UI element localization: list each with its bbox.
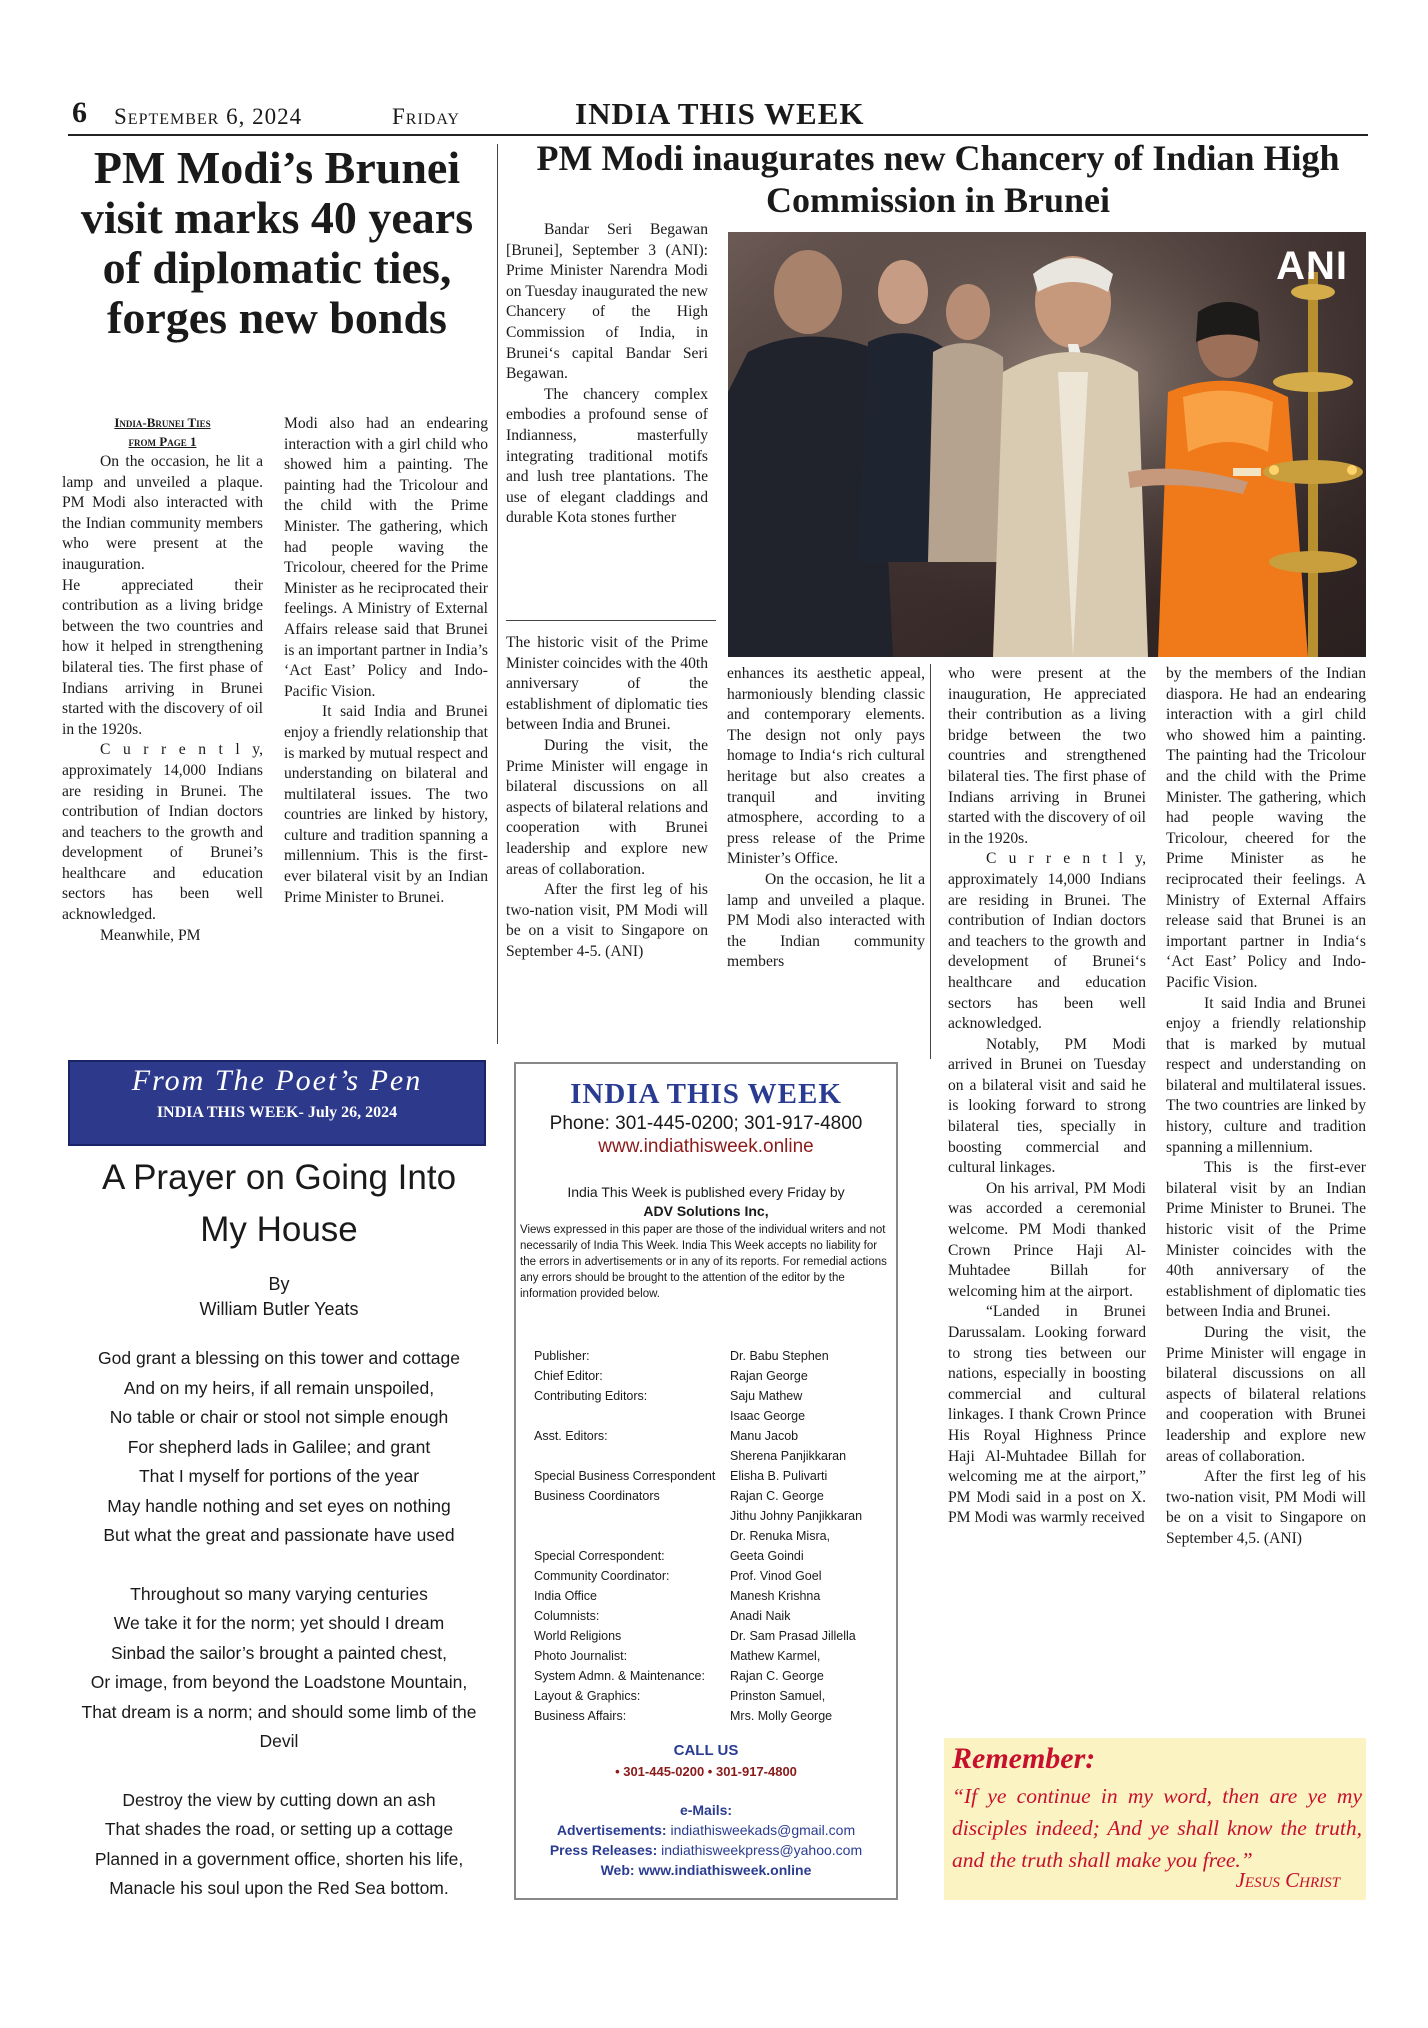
- poem-line: That I myself for portions of the year: [138, 1466, 420, 1486]
- left-story-headline: PM Modi’s Brunei visit marks 40 years of diplomatic ties, forges new bonds: [80, 142, 474, 343]
- staff-row: [534, 1646, 894, 1666]
- paragraph: Modi also had an endearing interaction with a girl child who showed him a painting. The painting had the Tricolour and the child with the Prime Minister. The gathering, which had people waving the Tricolour, cheered for the Prime Minister as he reciprocated their feelings. A Ministry of External Affairs release said that Brunei is an important partner in India’s ‘Act East’ Policy and Indo-Pacific Vision.: [284, 415, 488, 700]
- staff-name: Dr. Babu Stephen: [730, 1349, 829, 1363]
- remember-quote: “If ye continue in my word, then are ye my disciples indeed; And ye shall know the truth, and the truth shall make you free.”: [952, 1784, 1362, 1872]
- poem-line: Or image, from beyond the Loadstone Mountain,: [90, 1672, 468, 1692]
- staff-row: [534, 1366, 894, 1386]
- paragraph: After the first leg of his two-nation visit, PM Modi will be on a visit to Singapore on September 4,5. (ANI): [1166, 1468, 1366, 1547]
- poem-stanza: [68, 1786, 490, 1904]
- web-label: Web:: [600, 1862, 635, 1878]
- issue-day: Friday: [392, 104, 460, 129]
- right-story-column-d: [1166, 664, 1366, 1550]
- story-kicker: India-Brunei Ties: [114, 415, 211, 430]
- staff-role: Community Coordinator:: [534, 1569, 670, 1583]
- poem-line: Manacle his soul upon the Red Sea bottom.: [109, 1878, 449, 1898]
- poem-line: Sinbad the sailor’s brought a painted chest,: [111, 1642, 447, 1663]
- paragraph: Notably, PM Modi arrived in Brunei on Tuesday on a bilateral visit and said he is looking forward to strong bilateral ties, specially in boosting commercial and cultural linkages.: [948, 1035, 1146, 1177]
- staff-row: [534, 1686, 894, 1706]
- right-story-column-b: [727, 664, 925, 973]
- staff-role: [534, 1526, 730, 1546]
- page-number: 6: [72, 96, 87, 129]
- paragraph: who were present at the inauguration, He appreciated their contribution as a living bridge between the two countries and strengthened bilateral ties. The first phase of Indians arriving in Brunei started with the discovery of oil in the 1920s.: [948, 665, 1146, 847]
- staff-role: World Religions: [534, 1629, 622, 1643]
- right-story-lead-column: [506, 220, 708, 529]
- staff-row: [534, 1526, 894, 1546]
- staff-role: India Office: [534, 1589, 598, 1603]
- poem-line: Devil: [259, 1731, 299, 1751]
- staff-row: [534, 1486, 894, 1506]
- staff-role: Business Coordinators: [534, 1489, 660, 1503]
- staff-role: Chief Editor:: [534, 1369, 603, 1383]
- ads-email-row: [518, 1820, 894, 1840]
- staff-row: [534, 1426, 894, 1446]
- publisher-company: ADV Solutions Inc,: [643, 1203, 769, 1219]
- press-label: Press Releases:: [549, 1842, 658, 1858]
- poem-line: Throughout so many varying centuries: [130, 1583, 428, 1604]
- paragraph: This is the first-ever bilateral visit by an Indian Prime Minister to Brunei. The historic visit of the Prime Minister coincides with the 40th anniversary of the establishment of diplomatic ties between India and Brunei.: [1166, 1159, 1366, 1321]
- poet-banner-title: From The Poet’s Pen: [131, 1064, 423, 1097]
- staff-role: Business Affairs:: [534, 1709, 627, 1723]
- call-us-numbers: • 301-445-0200 • 301-917-4800: [615, 1764, 797, 1779]
- staff-name: Jithu Johny Panjikkaran: [730, 1509, 863, 1523]
- column-divider: [506, 620, 716, 621]
- column-divider: [930, 664, 931, 1059]
- staff-row: [534, 1606, 894, 1626]
- staff-row: [534, 1666, 894, 1686]
- staff-role: Publisher:: [534, 1349, 590, 1363]
- staff-name: Saju Mathew: [730, 1389, 803, 1403]
- staff-name: Isaac George: [730, 1409, 806, 1423]
- staff-role: Columnists:: [534, 1609, 600, 1623]
- photo-illustration: [728, 232, 1366, 657]
- story-kicker-page: from Page 1: [128, 434, 197, 449]
- web-row: [518, 1860, 894, 1880]
- staff-role: Contributing Editors:: [534, 1389, 648, 1403]
- staff-name: Anadi Naik: [730, 1609, 791, 1623]
- paragraph: On his arrival, PM Modi was accorded a ceremonial welcome. PM Modi thanked Crown Prince Haji Al-Muhtadee Billah for welcoming him at the airport.: [948, 1179, 1146, 1300]
- staff-role: [534, 1506, 730, 1526]
- paragraph: The historic visit of the Prime Minister coincides with the 40th anniversary of the establishment of diplomatic ties between India and Brunei.: [506, 634, 708, 734]
- staff-row: [534, 1466, 894, 1486]
- staff-name: Manesh Krishna: [730, 1589, 821, 1603]
- ads-label: Advertisements:: [556, 1822, 667, 1838]
- poem-title: [68, 1152, 490, 1256]
- poem-line: Planned in a government office, shorten his life,: [94, 1848, 464, 1869]
- poem-author: William Butler Yeats: [199, 1299, 359, 1319]
- staff-name: Rajan C. George: [730, 1669, 824, 1683]
- right-story-column-a: [506, 633, 708, 963]
- staff-row: [534, 1566, 894, 1586]
- masthead-rule: [68, 134, 1368, 136]
- paragraph: enhances its aesthetic appeal, harmoniously blending classic and contemporary elements. The design not only pays homage to India‘s rich cultural heritage but also creates a tranquil and inviting atmosphere, according to a press release of the Prime Minister’s Office.: [727, 665, 925, 868]
- staff-name: Mathew Karmel,: [730, 1649, 821, 1663]
- inauguration-photo: [728, 232, 1366, 657]
- info-emails: [518, 1800, 894, 1880]
- poet-banner-subtitle: INDIA THIS WEEK- July 26, 2024: [156, 1104, 398, 1121]
- press-email-link[interactable]: indiathisweekpress@yahoo.com: [661, 1842, 863, 1858]
- staff-role: Special Business Correspondent: [534, 1469, 716, 1483]
- staff-name: Rajan C. George: [730, 1489, 824, 1503]
- paragraph: It said India and Brunei enjoy a friendly relationship that is marked by mutual respect and understanding on bilateral and multilateral issues. The two countries are linked by history, culture and tradition spanning a millennium. This is the first-ever bilateral visit by an Indian Prime Minister to Brunei.: [284, 703, 488, 906]
- poem-line: God grant a blessing on this tower and cottage: [98, 1348, 460, 1368]
- paragraph: Bandar Seri Begawan [Brunei], September 3 (ANI): Prime Minister Narendra Modi on Tuesday inaugurated the new Chancery of the High Commission of India, in Brunei‘s capital Bandar Seri Begawan.: [506, 221, 708, 383]
- paragraph: “Landed in Brunei Darussalam. Looking forward to strong ties between our nations, especially in boosting commercial and cultural linkages. I thank Crown Prince His Royal Highness Prince Haji Al-Muhtadee Billah for welcoming me at the airport,” PM Modi said in a post on X. PM Modi was warmly received: [948, 1303, 1146, 1527]
- info-box-title: INDIA THIS WEEK: [570, 1078, 842, 1110]
- staff-row: [534, 1706, 894, 1726]
- remember-title: Remember:: [952, 1742, 1096, 1775]
- staff-role: [534, 1446, 730, 1466]
- poem-line: But what the great and passionate have used: [103, 1525, 455, 1545]
- paragraph: It said India and Brunei enjoy a friendly relationship that is marked by mutual respect and understanding on bilateral and multilateral issues. The two countries are linked by history, culture and tradition spanning a millennium.: [1166, 994, 1366, 1156]
- staff-role: Special Correspondent:: [534, 1549, 665, 1563]
- poem-body: [68, 1344, 490, 1933]
- right-story-headline: PM Modi inaugurates new Chancery of Indian High Commission in Brunei: [536, 138, 1340, 220]
- info-published-by: [518, 1183, 894, 1221]
- info-website-link[interactable]: www.indiathisweek.online: [598, 1136, 814, 1157]
- staff-row: [534, 1546, 894, 1566]
- poem-line: No table or chair or stool not simple enough: [109, 1407, 449, 1427]
- poem-line: For shepherd lads in Galilee; and grant: [127, 1436, 431, 1457]
- poem-title-line: My House: [200, 1210, 358, 1249]
- poem-line: That shades the road, or setting up a cottage: [104, 1819, 454, 1839]
- paragraph: On the occasion, he lit a lamp and unveiled a plaque. PM Modi also interacted with the Indian community members who were present at the inauguration.: [62, 453, 263, 573]
- paper-name: INDIA THIS WEEK: [575, 96, 865, 131]
- remember-attribution: Jesus Christ: [1235, 1868, 1340, 1892]
- paragraph: He appreciated their contribution as a living bridge between the two countries and how it helped in strengthening bilateral ties. The first phase of Indians arriving in Brunei started with the discovery of oil in the 1920s.: [62, 576, 263, 738]
- staff-role: Layout & Graphics:: [534, 1689, 641, 1703]
- poem-stanza: [68, 1580, 490, 1757]
- staff-name: Manu Jacob: [730, 1429, 799, 1443]
- staff-name: Prinston Samuel,: [730, 1689, 826, 1703]
- poem-stanza: [68, 1344, 490, 1551]
- column-divider: [497, 144, 498, 1044]
- web-link[interactable]: www.indiathisweek.online: [638, 1862, 812, 1878]
- staff-row: [534, 1586, 894, 1606]
- staff-role: Asst. Editors:: [534, 1429, 608, 1443]
- staff-role: [534, 1406, 730, 1426]
- staff-name: Rajan George: [730, 1369, 808, 1383]
- issue-date: September 6, 2024: [114, 104, 303, 129]
- info-disclaimer: Views expressed in this paper are those of the individual writers and not necessarily of India This Week. India This Week accepts no liability for the errors in advertisements or in any of its reports. For remedial actions any errors should be brought to the attention of the editor by the information provided below.: [520, 1224, 887, 1300]
- left-story-column-2: [284, 414, 488, 908]
- paragraph: The chancery complex embodies a profound sense of Indianness, masterfully integrating traditional motifs and lush tree plantations. The use of elegant claddings and durable Kota stones further: [506, 385, 708, 527]
- published-line: India This Week is published every Friday by: [567, 1184, 845, 1200]
- photo-credit-watermark: ANI: [1276, 244, 1348, 288]
- staff-row: [534, 1406, 894, 1426]
- staff-name: Geeta Goindi: [730, 1549, 804, 1563]
- paragraph: On the occasion, he lit a lamp and unveiled a plaque. PM Modi also interacted with the Indian community members: [727, 870, 925, 971]
- staff-name: Elisha B. Pulivarti: [730, 1469, 828, 1483]
- staff-name: Dr. Renuka Misra,: [730, 1529, 831, 1543]
- info-phone: Phone: 301-445-0200; 301-917-4800: [549, 1113, 863, 1134]
- paragraph: by the members of the Indian diaspora. He had an endearing interaction with a girl child who showed him a painting. The painting had the Tricolour and the child with the Prime Minister. The gathering, which had people waving the Tricolour, cheered for the Prime Minister as he reciprocated their feelings. A Ministry of External Affairs release said that Brunei is an important partner in India‘s ‘Act East’ Policy and Indo-Pacific Vision.: [1166, 665, 1366, 991]
- poem-line: We take it for the norm; yet should I dream: [113, 1613, 445, 1633]
- staff-list: [534, 1346, 894, 1726]
- poem-byline: [68, 1272, 490, 1322]
- staff-row: [534, 1506, 894, 1526]
- poem-line: May handle nothing and set eyes on nothing: [107, 1495, 451, 1516]
- staff-role: Photo Journalist:: [534, 1649, 628, 1663]
- poem-title-line: A Prayer on Going Into: [101, 1158, 457, 1197]
- staff-name: Sherena Panjikkaran: [730, 1449, 847, 1463]
- paragraph: C u r r e n t l y, approximately 14,000 Indians are residing in Brunei. The contribution of Indian doctors and teachers to the growth and development of Brunei’s healthcare and education sectors has been well acknowledged.: [62, 741, 263, 924]
- poem-line: And on my heirs, if all remain unspoiled,: [123, 1377, 435, 1398]
- press-email-row: [518, 1840, 894, 1860]
- left-story-column-1: [62, 414, 263, 946]
- staff-role: System Admn. & Maintenance:: [534, 1669, 705, 1683]
- staff-name: Dr. Sam Prasad Jillella: [730, 1629, 856, 1643]
- poem-line: Destroy the view by cutting down an ash: [122, 1789, 436, 1810]
- staff-row: [534, 1346, 894, 1366]
- staff-row: [534, 1626, 894, 1646]
- staff-row: [534, 1386, 894, 1406]
- paragraph: After the first leg of his two-nation visit, PM Modi will be on a visit to Singapore on September 4-5. (ANI): [506, 881, 708, 960]
- poem-line: That dream is a norm; and should some limb of the: [81, 1701, 477, 1722]
- staff-name: Prof. Vinod Goel: [730, 1569, 822, 1583]
- emails-label: e-Mails:: [679, 1802, 733, 1818]
- paragraph: During the visit, the Prime Minister will engage in bilateral discussions on all aspects of bilateral relations and cooperation with Brunei leadership and explore new areas of collaboration.: [1166, 1324, 1366, 1465]
- staff-name: Mrs. Molly George: [730, 1709, 833, 1723]
- call-us-heading: CALL US: [673, 1742, 739, 1759]
- paragraph: Meanwhile, PM: [100, 926, 201, 944]
- paragraph: C u r r e n t l y, approximately 14,000 Indians are residing in Brunei. The contribution of Indian doctors and teachers to the growth and development of Brunei‘s healthcare and education sectors has been well acknowledged.: [948, 850, 1146, 1033]
- staff-row: [534, 1446, 894, 1466]
- right-story-column-c: [948, 664, 1146, 1529]
- by-label: By: [268, 1274, 290, 1294]
- ads-email-link[interactable]: indiathisweekads@gmail.com: [670, 1822, 856, 1838]
- paragraph: During the visit, the Prime Minister will engage in bilateral discussions on all aspects of bilateral relations and cooperation with Brunei leadership and explore new areas of collaboration.: [506, 736, 708, 878]
